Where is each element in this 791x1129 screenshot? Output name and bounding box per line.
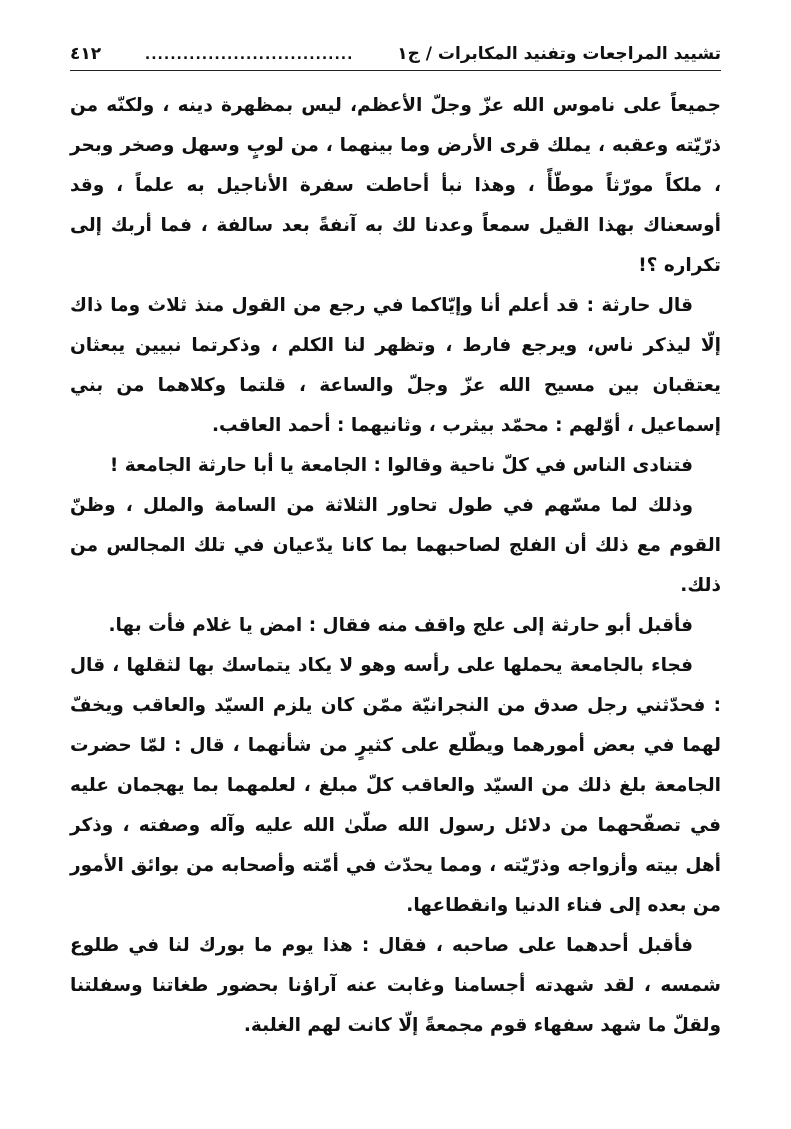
paragraph: فأقبل أحدهما على صاحبه ، فقال : هذا يوم ما بورك لنا في طلوع شمسه ، لقد شهدته أجسامنا وغابت عنه آراؤنا بحضور طغاتنا وسفلتنا ولقلّ ما شهد سفهاء قوم مجمعةً إلّا كانت لهم الغلبة.: [70, 935, 721, 1036]
book-title: تشييد المراجعات وتفنيد المكابرات / ج١: [397, 44, 721, 64]
paragraph: فجاء بالجامعة يحملها على رأسه وهو لا يكاد يتماسك بها لثقلها ، قال : فحدّثني رجل صدق من النجرانيّة ممّن كان يلزم السيّد والعاقب ويخفّ لهما في بعض أمورهما ويطّلع على كثيرٍ من شأنهما ، قال : لمّا حضرت الجامعة بلغ ذلك من السيّد والعاقب كلّ مبلغ ، لعلمهما بما يهجمان عليه في تصفّحهما من دلائل رسول الله صلّىٰ الله عليه وآله وصفته ، وذكر أهل بيته وأزواجه وذرّيّته ، ومما يحدّث في أمّته وأصحابه من بوائق الأمور من بعده إلى فناء الدنيا وانقطاعها.: [70, 655, 721, 916]
header-leader-dots: .................................: [144, 47, 354, 63]
paragraph: فتنادى الناس في كلّ ناحية وقالوا : الجامعة يا أبا حارثة الجامعة !: [109, 455, 693, 476]
paragraph: فأقبل أبو حارثة إلى علج واقف منه فقال : امض يا غلام فأت بها.: [108, 615, 693, 636]
paragraph: قال حارثة : قد أعلم أنا وإيّاكما في رجع من القول منذ ثلاث وما ذاك إلّا ليذكر ناس، ويرجع فارط ، وتظهر لنا الكلم ، وذكرتما نبيين يبعثان يعتقبان بين مسيح الله عزّ وجلّ والساعة ، قلتما وكلاهما من بني إسماعيل ، أوّلهم : محمّد بيثرب ، وثانيهما : أحمد العاقب.: [70, 295, 721, 436]
paragraph: وذلك لما مسّهم في طول تحاور الثلاثة من السامة والملل ، وظنّ القوم مع ذلك أن الفلج لصاحبهما بما كانا يدّعيان في تلك المجالس من ذلك.: [70, 495, 721, 596]
page-body: [70, 86, 721, 1046]
paragraph: جميعاً على ناموس الله عزّ وجلّ الأعظم، ليس بمظهرة دينه ، ولكنّه من ذرّيّته وعقبه ، يملك قرى الأرض وما بينهما ، من لوبٍ وسهل وصخر وبحر ، ملكاً مورّثاً موطّأً ، وهذا نبأ أحاطت سفرة الأناجيل به علماً ، وقد أوسعناك بهذا القيل سمعاً وعدنا لك به آنفةً بعد سالفة ، فما أربك إلى تكراره ؟!: [70, 95, 721, 276]
running-header: [70, 36, 721, 71]
page-number: ٤١٢: [70, 44, 102, 64]
